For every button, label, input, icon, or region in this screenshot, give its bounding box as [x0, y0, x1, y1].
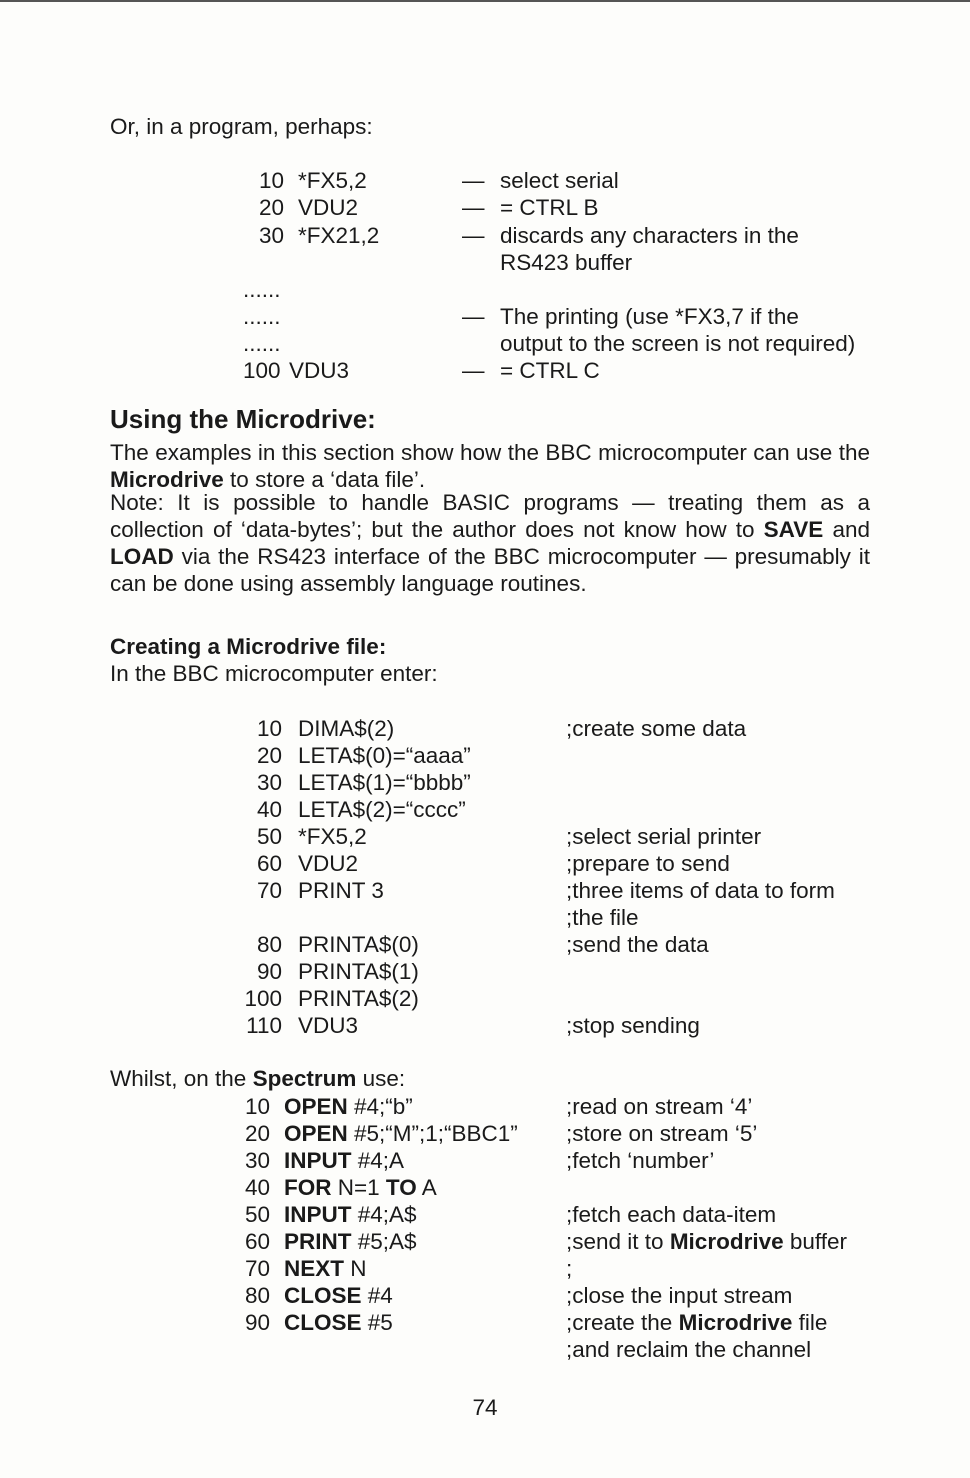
- bold-term: SAVE: [763, 517, 824, 542]
- paragraph-2: [110, 489, 870, 597]
- line-number: 30: [244, 1148, 270, 1173]
- dash: —: [462, 195, 485, 220]
- line-number: 80: [244, 1283, 270, 1308]
- code-text: [284, 1121, 518, 1147]
- text: ;: [566, 1256, 573, 1281]
- comment: [566, 1148, 714, 1174]
- code-text: VDU3: [298, 1013, 359, 1038]
- subsection-text: In the BBC microcomputer enter:: [110, 661, 438, 686]
- line-number: 80: [256, 932, 282, 957]
- code-text: [284, 1202, 417, 1228]
- comment: ;stop sending: [566, 1013, 700, 1038]
- code-text: LETA$(0)=“aaaa”: [298, 743, 471, 768]
- text: Whilst, on the: [110, 1066, 253, 1091]
- text: ;read on stream ‘4’: [566, 1094, 753, 1119]
- code-text: LETA$(2)=“cccc”: [298, 797, 466, 822]
- code-text: [284, 1283, 393, 1309]
- text: ;send it to: [566, 1229, 670, 1254]
- argument: N: [344, 1256, 367, 1281]
- code-text: PRINTA$(0): [298, 932, 419, 957]
- line-number: 100: [243, 358, 281, 383]
- line-number: 70: [244, 1256, 270, 1281]
- bold-term: Microdrive: [669, 1229, 784, 1254]
- paragraph-1: [110, 439, 870, 493]
- code-text: [284, 1175, 437, 1201]
- keyword: INPUT: [284, 1202, 352, 1227]
- argument: A: [416, 1175, 437, 1200]
- keyword: INPUT: [284, 1148, 352, 1173]
- line-number: 30: [258, 223, 284, 248]
- comment: ;three items of data to form: [566, 878, 835, 903]
- comment: = CTRL C: [500, 358, 600, 383]
- argument: N=1: [331, 1175, 386, 1200]
- argument: #5: [361, 1310, 393, 1335]
- comment: The printing (use *FX3,7 if the: [500, 304, 799, 329]
- text: buffer: [783, 1229, 847, 1254]
- line-number: 10: [256, 716, 282, 741]
- argument: #5;A$: [351, 1229, 417, 1254]
- text: ;close the input stream: [566, 1283, 793, 1308]
- comment: [566, 1094, 752, 1120]
- line-number: 110: [246, 1013, 282, 1038]
- keyword: FOR: [284, 1175, 332, 1200]
- code-text: *FX21,2: [298, 223, 380, 248]
- code-text: [284, 1148, 404, 1174]
- text: ;create the: [566, 1310, 679, 1335]
- code-text: PRINTA$(2): [298, 986, 419, 1011]
- comment: [566, 1121, 757, 1147]
- line-number: 20: [244, 1121, 270, 1146]
- text: and: [823, 517, 870, 542]
- ellipsis: ......: [243, 331, 281, 356]
- code-text: PRINTA$(1): [298, 959, 419, 984]
- keyword: OPEN: [284, 1121, 348, 1146]
- line-number: 30: [256, 770, 282, 795]
- comment: [566, 1283, 792, 1309]
- argument: #4: [361, 1283, 393, 1308]
- comment: ;create some data: [566, 716, 747, 741]
- comment: = CTRL B: [500, 195, 599, 220]
- comment: RS423 buffer: [500, 250, 633, 275]
- comment: ;send the data: [566, 932, 709, 957]
- dash: —: [462, 358, 485, 383]
- keyword: PRINT: [284, 1229, 352, 1254]
- code-text: VDU2: [298, 851, 359, 876]
- comment: ;prepare to send: [566, 851, 730, 876]
- code-text: [284, 1094, 413, 1120]
- spectrum-intro: [110, 1066, 405, 1092]
- keyword: TO: [385, 1175, 417, 1200]
- dash: —: [462, 304, 485, 329]
- text: Note: It is possible to handle BASIC programs — treating them as a collection of ‘data-bytes’; but the author does not know how to: [110, 490, 870, 542]
- text: to store a ‘data file’.: [223, 467, 426, 492]
- bold-term: Microdrive: [678, 1310, 793, 1335]
- line-number: 70: [256, 878, 282, 903]
- line-number: 40: [244, 1175, 270, 1200]
- ellipsis: ......: [243, 277, 281, 302]
- text: use:: [356, 1066, 406, 1091]
- comment: [566, 1310, 827, 1336]
- dash: —: [462, 168, 485, 193]
- dash: —: [462, 223, 485, 248]
- bold-term: LOAD: [110, 544, 174, 569]
- bold-term: Spectrum: [252, 1066, 357, 1091]
- line-number: 10: [258, 168, 284, 193]
- comment: ;select serial printer: [566, 824, 762, 849]
- argument: #4;A: [351, 1148, 405, 1173]
- comment: output to the screen is not required): [500, 331, 856, 356]
- argument: #5;“M”;1;“BBC1”: [347, 1121, 518, 1146]
- keyword: CLOSE: [284, 1283, 362, 1308]
- code-text: VDU2: [298, 195, 359, 220]
- comment: [566, 1337, 811, 1363]
- line-number: 90: [256, 959, 282, 984]
- intro-text: Or, in a program, perhaps:: [110, 114, 373, 139]
- code-text: [284, 1256, 367, 1282]
- top-rule: [0, 0, 970, 2]
- comment: [566, 1202, 776, 1228]
- argument: #4;A$: [351, 1202, 417, 1227]
- line-number: 60: [256, 851, 282, 876]
- bold-term: Microdrive: [110, 467, 224, 492]
- text: ;and reclaim the channel: [566, 1337, 812, 1362]
- page-number: 74: [472, 1395, 498, 1420]
- keyword: CLOSE: [284, 1310, 362, 1335]
- comment: [566, 1229, 847, 1255]
- comment: select serial: [500, 168, 619, 193]
- code-text: VDU3: [289, 358, 350, 383]
- text: ;fetch ‘number’: [566, 1148, 715, 1173]
- code-text: LETA$(1)=“bbbb”: [298, 770, 471, 795]
- text: via the RS423 interface of the BBC microcomputer — presumably it can be done using assembly language routines.: [110, 544, 870, 596]
- code-text: PRINT 3: [298, 878, 384, 903]
- text: ;store on stream ‘5’: [566, 1121, 758, 1146]
- line-number: 20: [256, 743, 282, 768]
- section-heading: Using the Microdrive:: [110, 404, 376, 434]
- line-number: 60: [244, 1229, 270, 1254]
- keyword: OPEN: [284, 1094, 348, 1119]
- keyword: NEXT: [284, 1256, 345, 1281]
- comment: ;the file: [566, 905, 639, 930]
- comment: [566, 1256, 572, 1282]
- line-number: 50: [256, 824, 282, 849]
- line-number: 100: [244, 986, 282, 1011]
- code-text: [284, 1229, 417, 1255]
- line-number: 50: [244, 1202, 270, 1227]
- line-number: 20: [258, 195, 284, 220]
- code-text: *FX5,2: [298, 168, 367, 193]
- line-number: 90: [244, 1310, 270, 1335]
- ellipsis: ......: [243, 304, 281, 329]
- line-number: 10: [244, 1094, 270, 1119]
- subsection-heading: Creating a Microdrive file:: [110, 634, 387, 659]
- code-text: DIMA$(2): [298, 716, 395, 741]
- code-text: [284, 1310, 393, 1336]
- text: file: [792, 1310, 828, 1335]
- text: ;fetch each data-item: [566, 1202, 777, 1227]
- line-number: 40: [256, 797, 282, 822]
- comment: discards any characters in the: [500, 223, 799, 248]
- code-text: *FX5,2: [298, 824, 367, 849]
- argument: #4;“b”: [347, 1094, 413, 1119]
- text: The examples in this section show how the BBC microcomputer can use the: [110, 440, 870, 465]
